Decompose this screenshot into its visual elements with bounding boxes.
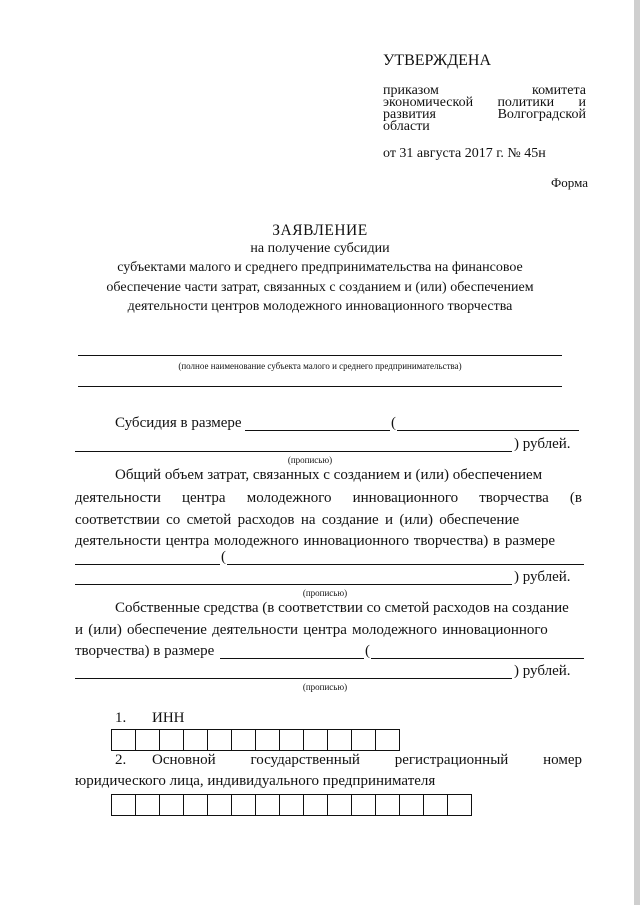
ogrn-cells[interactable]	[111, 794, 472, 816]
digit-cell[interactable]	[400, 794, 424, 816]
total-costs-amount-field[interactable]	[75, 564, 220, 565]
total-costs-rubles: ) рублей.	[514, 569, 571, 585]
own-funds-words-field-2[interactable]	[75, 678, 512, 679]
total-costs-word: деятельности	[75, 490, 161, 506]
total-costs-line-2	[75, 490, 582, 507]
digit-cell[interactable]	[256, 794, 280, 816]
own-funds-line-1: Собственные средства (в соответствии со сметой расходов на создание	[115, 600, 569, 616]
total-costs-word: (в	[569, 490, 582, 506]
title-line-2: субъектами малого и среднего предпринимательства на финансовое	[117, 260, 523, 275]
digit-cell[interactable]	[184, 729, 208, 751]
total-costs-caption: (прописью)	[302, 588, 348, 598]
approval-word: экономической	[383, 95, 474, 110]
digit-cell[interactable]	[184, 794, 208, 816]
approval-word: и	[578, 95, 586, 110]
ogrn-line-1	[152, 752, 582, 769]
ogrn-word: Основной	[152, 752, 216, 768]
digit-cell[interactable]	[424, 794, 448, 816]
approval-word: комитета	[531, 83, 586, 98]
document-title: ЗАЯВЛЕНИЕ	[272, 222, 368, 239]
entity-name-caption: (полное наименование субъекта малого и среднего предпринимательства)	[178, 361, 462, 371]
approval-line-4: области	[383, 119, 430, 134]
total-costs-word: центра	[181, 490, 226, 506]
own-funds-rubles: ) рублей.	[514, 663, 571, 679]
title-line-4: деятельности центров молодежного инновационного творчества	[127, 299, 513, 314]
scan-edge	[634, 0, 640, 905]
open-paren: (	[365, 643, 370, 659]
approval-word: политики	[497, 95, 555, 110]
subsidy-amount-field[interactable]	[245, 430, 390, 431]
digit-cell[interactable]	[280, 794, 304, 816]
digit-cell[interactable]	[376, 729, 400, 751]
digit-cell[interactable]	[136, 794, 160, 816]
ogrn-line-2: юридического лица, индивидуального предпринимателя	[75, 773, 436, 789]
digit-cell[interactable]	[328, 729, 352, 751]
digit-cell[interactable]	[112, 794, 136, 816]
open-paren: (	[391, 415, 396, 431]
digit-cell[interactable]	[160, 794, 184, 816]
total-costs-line-4: деятельности центра молодежного инновационного творчества) в размере	[75, 533, 556, 549]
ogrn-number: 2.	[115, 752, 127, 768]
total-costs-words-field-2[interactable]	[75, 584, 512, 585]
title-line-1: на получение субсидии	[250, 241, 390, 256]
approval-word: развития	[383, 107, 436, 122]
total-costs-word: творчества	[479, 490, 549, 506]
digit-cell[interactable]	[112, 729, 136, 751]
total-costs-words-field[interactable]	[227, 564, 584, 565]
own-funds-line-2: и (или) обеспечение деятельности центра молодежного инновационного	[75, 622, 548, 638]
subsidy-label: Субсидия в размере	[115, 415, 242, 431]
approval-word: приказом	[383, 83, 439, 98]
total-costs-line-3: соответствии со сметой расходов на создание и (или) обеспечение	[75, 512, 520, 528]
subsidy-words-field[interactable]	[397, 430, 579, 431]
digit-cell[interactable]	[232, 729, 256, 751]
open-paren: (	[221, 549, 226, 565]
own-funds-line-3: творчества) в размере	[75, 643, 215, 659]
own-funds-amount-field[interactable]	[220, 658, 364, 659]
digit-cell[interactable]	[304, 729, 328, 751]
digit-cell[interactable]	[376, 794, 400, 816]
subsidy-words-field-2[interactable]	[75, 451, 512, 452]
digit-cell[interactable]	[256, 729, 280, 751]
approval-date: от 31 августа 2017 г. № 45н	[383, 146, 546, 161]
entity-name-line-2[interactable]	[78, 386, 562, 387]
digit-cell[interactable]	[304, 794, 328, 816]
total-costs-word: инновационного	[352, 490, 459, 506]
digit-cell[interactable]	[352, 729, 376, 751]
title-line-3: обеспечение части затрат, связанных с созданием и (или) обеспечением	[106, 280, 534, 295]
ogrn-word: номер	[543, 752, 582, 768]
inn-cells[interactable]	[111, 729, 400, 751]
approval-heading: УТВЕРЖДЕНА	[383, 52, 492, 69]
subsidy-rubles: ) рублей.	[514, 436, 571, 452]
ogrn-word: регистрационный	[394, 752, 509, 768]
total-costs-word: молодежного	[246, 490, 332, 506]
digit-cell[interactable]	[280, 729, 304, 751]
own-funds-words-field[interactable]	[371, 658, 584, 659]
digit-cell[interactable]	[136, 729, 160, 751]
inn-number: 1.	[115, 710, 127, 726]
approval-word: Волгоградской	[497, 107, 586, 122]
form-label: Форма	[551, 175, 588, 190]
digit-cell[interactable]	[352, 794, 376, 816]
subsidy-caption: (прописью)	[287, 455, 333, 465]
digit-cell[interactable]	[232, 794, 256, 816]
total-costs-line-1: Общий объем затрат, связанных с созданием и (или) обеспечением	[115, 467, 543, 483]
digit-cell[interactable]	[448, 794, 472, 816]
digit-cell[interactable]	[208, 794, 232, 816]
ogrn-word: государственный	[250, 752, 360, 768]
digit-cell[interactable]	[160, 729, 184, 751]
entity-name-line[interactable]	[78, 355, 562, 356]
own-funds-caption: (прописью)	[302, 682, 348, 692]
inn-label: ИНН	[152, 710, 185, 726]
digit-cell[interactable]	[208, 729, 232, 751]
digit-cell[interactable]	[328, 794, 352, 816]
